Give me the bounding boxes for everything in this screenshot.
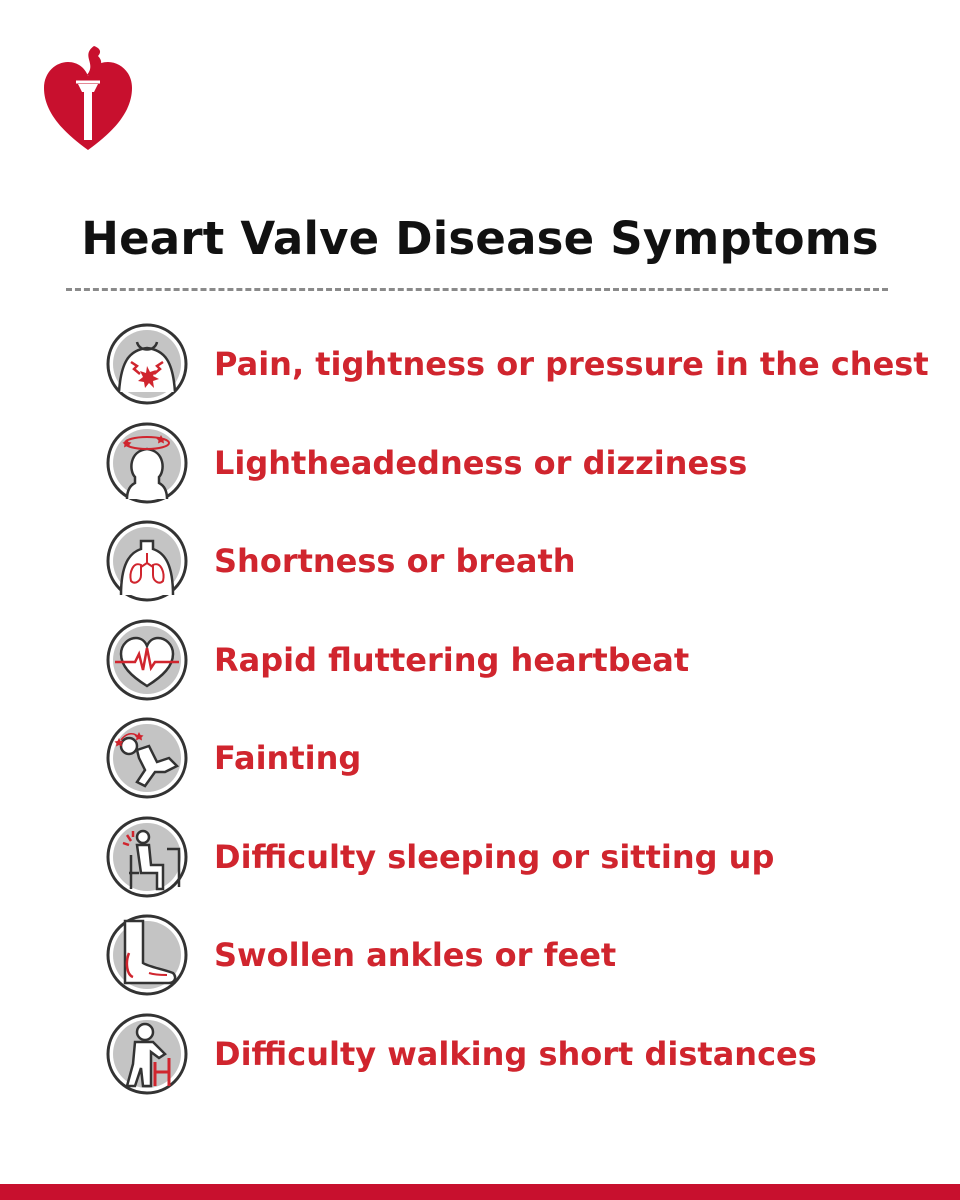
list-item	[0, 417, 960, 516]
symptom-label: Fainting	[214, 739, 362, 777]
symptom-label: Shortness or breath	[214, 542, 576, 580]
fainting-person-icon	[105, 716, 189, 800]
symptom-label: Rapid fluttering heartbeat	[214, 640, 690, 679]
list-item	[0, 811, 960, 910]
symptom-label: Swollen ankles or feet	[214, 936, 617, 974]
lungs-icon	[105, 519, 189, 603]
list-item	[0, 909, 960, 1008]
symptom-label: Lightheadedness or dizziness	[214, 443, 748, 482]
symptom-label: Difficulty walking short distances	[214, 1034, 817, 1073]
symptom-list	[0, 318, 960, 1106]
walker-person-icon	[105, 1012, 189, 1096]
dashed-divider	[66, 288, 888, 291]
list-item	[0, 614, 960, 713]
list-item	[0, 515, 960, 614]
swollen-foot-icon	[105, 913, 189, 997]
heartbeat-icon	[105, 618, 189, 702]
list-item	[0, 318, 960, 417]
list-item	[0, 712, 960, 811]
page-title: Heart Valve Disease Symptoms	[81, 212, 879, 265]
symptom-label: Difficulty sleeping or sitting up	[214, 837, 775, 876]
dizzy-head-icon	[105, 421, 189, 505]
symptom-label: Pain, tightness or pressure in the chest	[214, 345, 929, 383]
bottom-accent-bar	[0, 1184, 960, 1200]
heart-torch-logo-icon	[40, 42, 136, 154]
chest-pain-icon	[105, 322, 189, 406]
list-item	[0, 1008, 960, 1107]
person-sitting-icon	[105, 815, 189, 899]
